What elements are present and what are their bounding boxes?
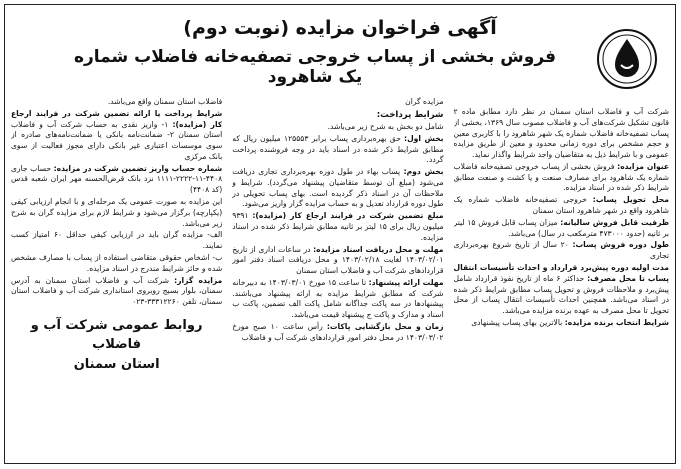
auctioneer-address: شرکت آب و فاضلاب استان سمنان به آدرس سمنان، بلوار بسیج روبروی استانداری شرکت آب و فاضلاب استان سمنان، تلفن ۳۳۳۱۲۲۶۰-۰۲۳ [10, 275, 223, 307]
column-left-top-text: فاضلاب استان سمنان واقع می‌باشد. [107, 97, 223, 106]
public-relations-signature [11, 316, 222, 375]
documents-deadline-text: در ساعات اداری از تاریخ ۱۴۰۳/۰۲/۰۱ لغایت ۱۴۰۳/۰۲/۱۸ و محل دریافت اسناد دفتر امور قراردادهای شرکت آب و فاضلاب استان سمنان [232, 244, 444, 276]
account-text: حساب جاری ۴۴۰۸-۱۱-۲۲۲۲-۱۱۱۱ نزد بانک قرض‌الحسنه مهر ایران شعبه قدس (کد ۴۴۰۸) [10, 163, 223, 195]
column-middle [232, 97, 443, 457]
subject-label: عنوان مزایده: [617, 161, 669, 171]
prep-period-label: مدت اولیه دوره پیش‌برد قرارداد و احداث تأسیسات انتقال پساب تا محل مصرف: [453, 262, 669, 283]
column-right [454, 97, 669, 457]
prep-period-text: حداکثر ۶ ماه از تاریخ نفوذ قرارداد شامل پیش‌برد و ملاحظات فروش و تحویل پساب مطابق شرایط ذکر شده در اسناد می‌باشد. همچنین احداث تأسیسات انتقال پساب از محل تحویل تا محل مصرف به عهده برنده مزایده می‌باشد. [453, 273, 669, 316]
notice-body [11, 97, 669, 457]
org-line-2: استان سمنان [73, 356, 160, 372]
column-left [11, 97, 222, 457]
opening-label: زمان و محل بازگشایی پاکات: [326, 322, 444, 332]
notice-title: آگهی فراخوان مزایده (نوبت دوم) [183, 17, 497, 39]
account-label: شماره حساب واریز تضمین شرکت در مزایده: [53, 163, 223, 173]
notice-frame [4, 4, 676, 464]
delivery-location-text: خروجی تصفیه‌خانه فاضلاب شماره یک شاهرود واقع در شهر شاهرود استان سمنان [453, 195, 669, 216]
winner-criteria-label: شرایط انتخاب برنده مزایده: [564, 317, 669, 327]
payment-heading: شرایط پرداخت: [376, 109, 444, 120]
guarantee-conditions-text: ۱- واریز نقدی به حساب شرکت آب و فاضلاب استان سمنان ۲- ضمانت‌نامه بانکی یا ضمانت‌نامه‌های صادره از سوی موسسات اعتباری غیر بانکی دارای مجوز فعالیت از سوی بانک مرکزی [10, 119, 223, 161]
part2-text: پساب بهاء در طول دوره بهره‌برداری تجاری دریافت می‌شود (مبلغ آن توسط متقاضیان پیشنهاد می‌گردد). شرایط و ملاحظات آن در اسناد ذکر گردیده است. بهای پساب تحویلی در طول دوره قرارداد تعدیل و به حساب مزایده گزار واریز می‌شود. [232, 167, 444, 209]
note-1: این مزایده به صورت عمومی یک مرحله‌ای و با انجام ارزیابی کیفی (یکپارچه) برگزار می‌شود و شرایط لازم برای مزایده گران به شرح زیر می‌باشد. [10, 197, 223, 228]
part2-label: بخش دوم: [403, 167, 444, 177]
guarantee-conditions-label: شرایط پرداخت یا ارائه تضمین شرکت در فرایند ارجاع کار (مزایده): [10, 108, 223, 129]
guarantee-amount-text: ۹۳۹۱ میلیون ریال برای ۱۵ لیتر بر ثانیه مطابق شرایط ذکر شده در اسناد مزایده. [232, 211, 444, 242]
documents-deadline-label: مهلت و محل دریافت اسناد مزایده: [313, 244, 444, 254]
opening-text: رأس ساعت ۱۰ صبح مورخ ۱۴۰۳/۰۳/۰۲ در محل دفتر امور قراردادهای شرکت آب و فاضلاب [232, 322, 444, 342]
winner-criteria-text: بالاترین بهای پساب پیشنهادی [471, 317, 563, 327]
submission-deadline-label: مهلت ارائه پیشنهاد: [368, 277, 444, 287]
guarantee-amount-label: مبلغ تضمین شرکت در فرایند ارجاع کار (مزایده): [252, 211, 444, 221]
notice-header [5, 5, 675, 91]
org-line-1: روابط عمومی شرکت آب و فاضلاب [30, 317, 203, 353]
note-2: الف- مزایده گران باید در ارزیابی کیفی حداقل ۶۰ امتیاز کسب نمایند. [10, 230, 223, 251]
location-tail-text: مزایده گران [405, 97, 444, 106]
subject-text: فروش بخشی از پساب خروجی تصفیه‌خانه فاضلاب شماره یک شاهرود برای مصارف صنعت و یا کشت و صنعت مطابق شرایط ذکر شده در اسناد مزایده. [453, 161, 669, 193]
duration-text: ۲۰ سال از تاریخ شروع بهره‌برداری تجاری [453, 240, 669, 261]
duration-label: طول دوره فروش پساب: [572, 240, 669, 250]
note-3: ب- اشخاص حقوقی متقاضی استفاده از پساب با مصارف مشخص شده و حائز شرایط مندرج در اسناد مزایده. [10, 252, 223, 273]
capacity-label: ظرفیت قابل فروش سالیانه: [560, 217, 669, 227]
capacity-text: میزان پساب قابل فروش ۱۵ لیتر بر ثانیه (حدود ۴۷۳۰۰۰ مترمکعب در سال) می‌باشد. [453, 217, 669, 238]
water-drop-logo-icon [595, 27, 659, 91]
submission-deadline-text: تا ساعت ۱۵ مورخ ۱۴۰۳/۰۳/۰۱ به دبیرخانه شرکت که مطابق شرایط مزایده به ارائه پیشنهاد می‌باشند. پیشنهادها در سه پاکت جداگانه شامل پاکت الف تضمین، پاکت ب اسناد و مدارک و پاکت ج پیشنهاد قیمت می‌باشد. [232, 277, 444, 320]
notice-subtitle: فروش بخشی از پساب خروجی تصفیه‌خانه فاضلاب شماره یک شاهرود [73, 47, 557, 87]
delivery-location-label: محل تحویل پساب: [592, 195, 669, 205]
intro-paragraph: شرکت آب و فاضلاب استان سمنان در نظر دارد مطابق ماده ۲ قانون تشکیل شرکت‌های آب و فاضلاب مصوب سال ۱۳۶۹، بخشی از پساب تصفیه‌خانه فاضلاب شماره یک شهر شاهرود را با کاربری معین و حجم مشخص برای دوره زمانی محدود و معین از طریق مزایده عمومی و با شرایط ذیل به متقاضیان واجد شرایط واگذار نماید. [453, 107, 669, 160]
part1-text: حق بهره‌برداری پساب برابر ۱۲۵۵۵۳ میلیون ریال که مطابق شرایط ذکر شده در اسناد باید در وجه فروشنده پرداخت گردد. [232, 133, 444, 165]
auctioneer-label: مزایده گزار: [174, 275, 223, 285]
part1-label: بخش اول: [404, 133, 444, 143]
payment-intro: شامل دو بخش به شرح زیر می‌باشد. [327, 121, 444, 131]
